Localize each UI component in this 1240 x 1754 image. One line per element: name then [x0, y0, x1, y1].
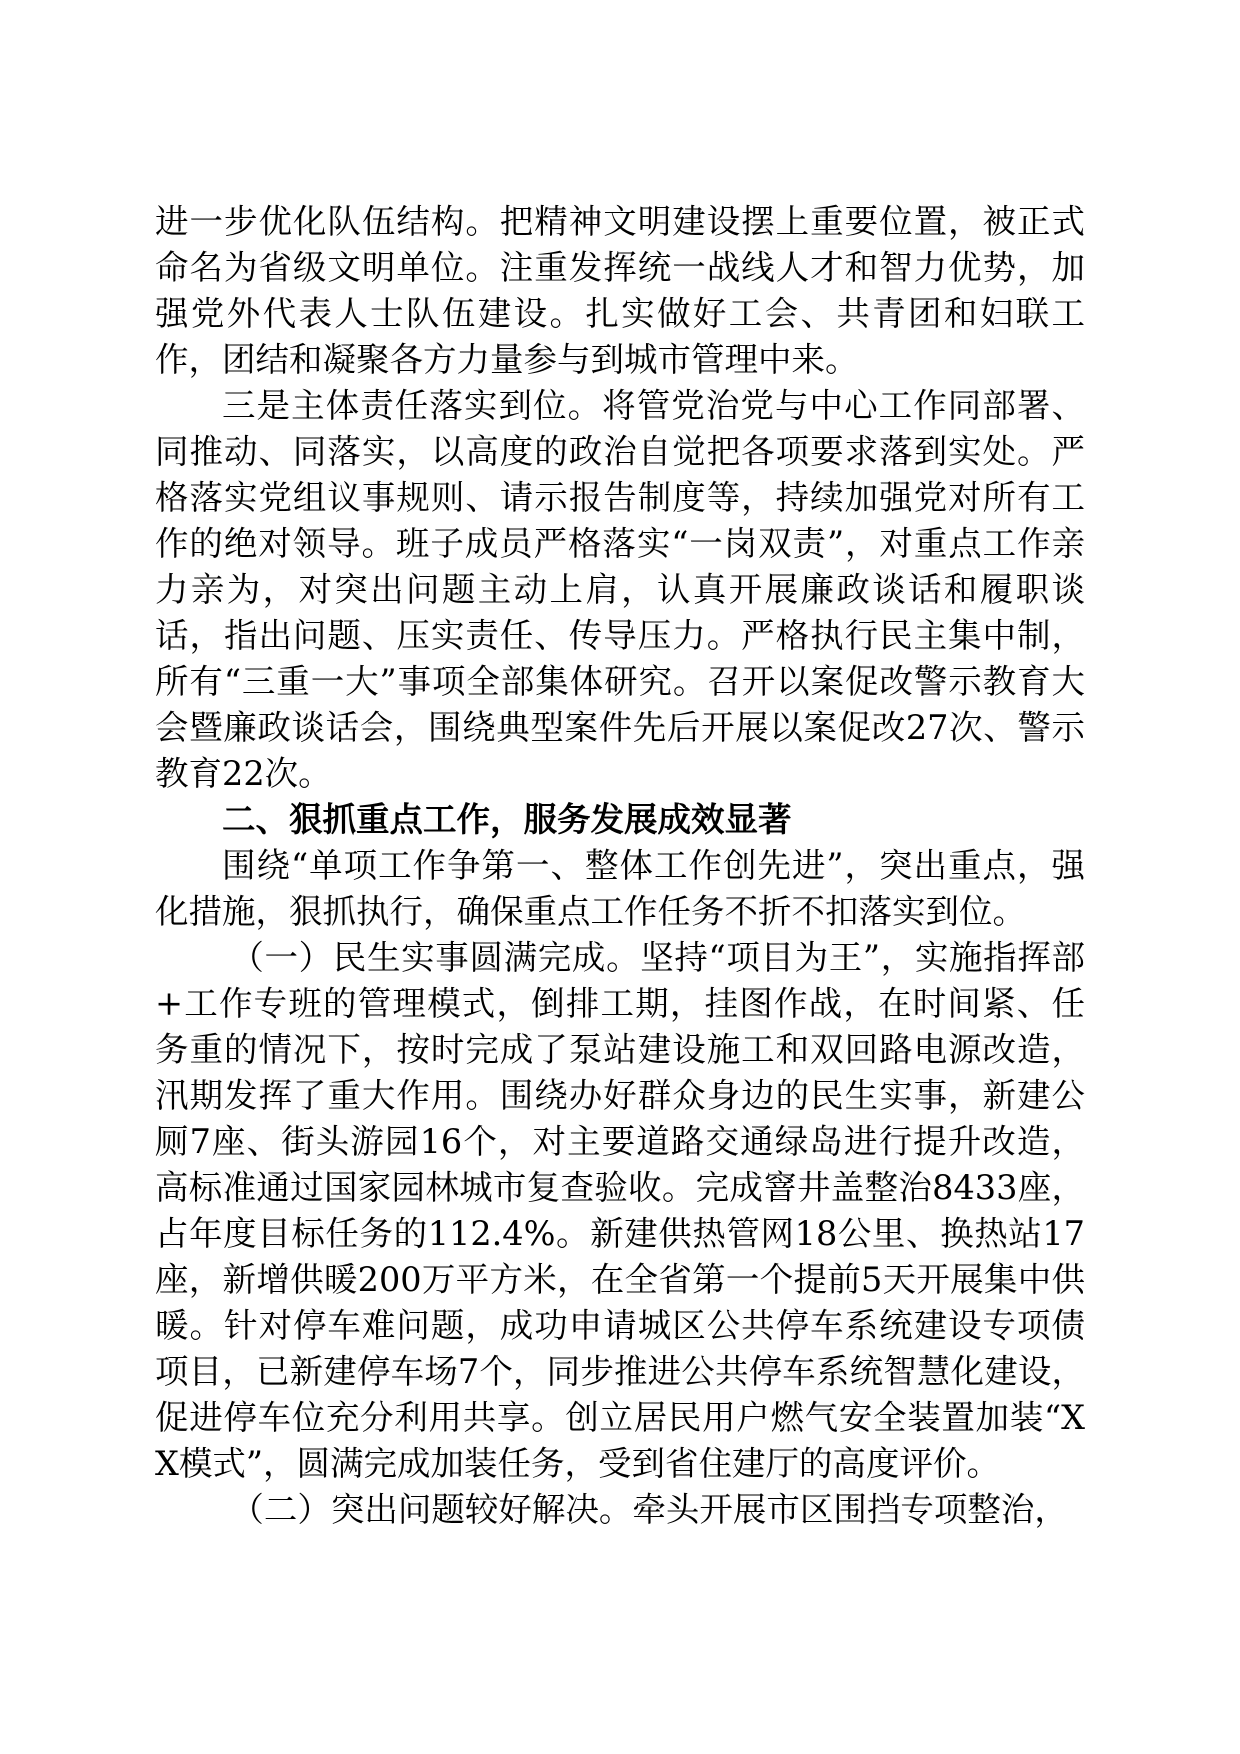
paragraph-text: （二）突出问题较好解决。牵头开展市区围挡专项整治， [230, 1490, 1068, 1529]
paragraph-text: 进一步优化队伍结构。把精神文明建设摆上重要位置，被正式命名为省级文明单位。注重发挥统一战线人才和智力优势，加强党外代表人士队伍建设。扎实做好工会、共青团和妇联工作，团结和凝聚各方力量参与到城市管理中来。 [155, 202, 1085, 379]
paragraph-prominent-issues [155, 1487, 1085, 1533]
paragraph-text: （一）民生实事圆满完成。坚持“项目为王”，实施指挥部+工作专班的管理模式，倒排工期，挂图作战，在时间紧、任务重的情况下，按时完成了泵站建设施工和双回路电源改造，汛期发挥了重大作用。围绕办好群众身边的民生实事，新建公厕7座、街头游园16个，对主要道路交通绿岛进行提升改造，高标准通过国家园林城市复查验收。完成窨井盖整治8433座，占年度目标任务的112.4%。新建供热管网18公里、换热站17座，新增供暖200万平方米，在全省第一个提前5天开展集中供暖。针对停车难问题，成功申请城区公共停车系统建设专项债项目，已新建停车场7个，同步推进公共停车系统智慧化建设，促进停车位充分利用共享。创立居民用户燃气安全装置加装“XX模式”，圆满完成加装任务，受到省住建厅的高度评价。 [155, 938, 1085, 1483]
heading-text: 二、狠抓重点工作，服务发展成效显著 [222, 800, 792, 839]
document-page [155, 199, 1085, 1533]
paragraph-main-responsibility [155, 383, 1085, 797]
section-heading-key-work [155, 797, 1085, 843]
paragraph-text: 三是主体责任落实到位。将管党治党与中心工作同部署、同推动、同落实，以高度的政治自觉把各项要求落到实处。严格落实党组议事规则、请示报告制度等，持续加强党对所有工作的绝对领导。班子成员严格落实“一岗双责”，对重点工作亲力亲为，对突出问题主动上肩，认真开展廉政谈话和履职谈话，指出问题、压实责任、传导压力。严格执行民主集中制，所有“三重一大”事项全部集体研究。召开以案促改警示教育大会暨廉政谈话会，围绕典型案件先后开展以案促改27次、警示教育22次。 [155, 386, 1085, 793]
paragraph-text: 围绕“单项工作争第一、整体工作创先进”，突出重点，强化措施，狠抓执行，确保重点工作任务不折不扣落实到位。 [155, 846, 1085, 931]
paragraph-party-building-continuation [155, 199, 1085, 383]
paragraph-livelihood-projects [155, 935, 1085, 1487]
paragraph-key-work-intro [155, 843, 1085, 935]
